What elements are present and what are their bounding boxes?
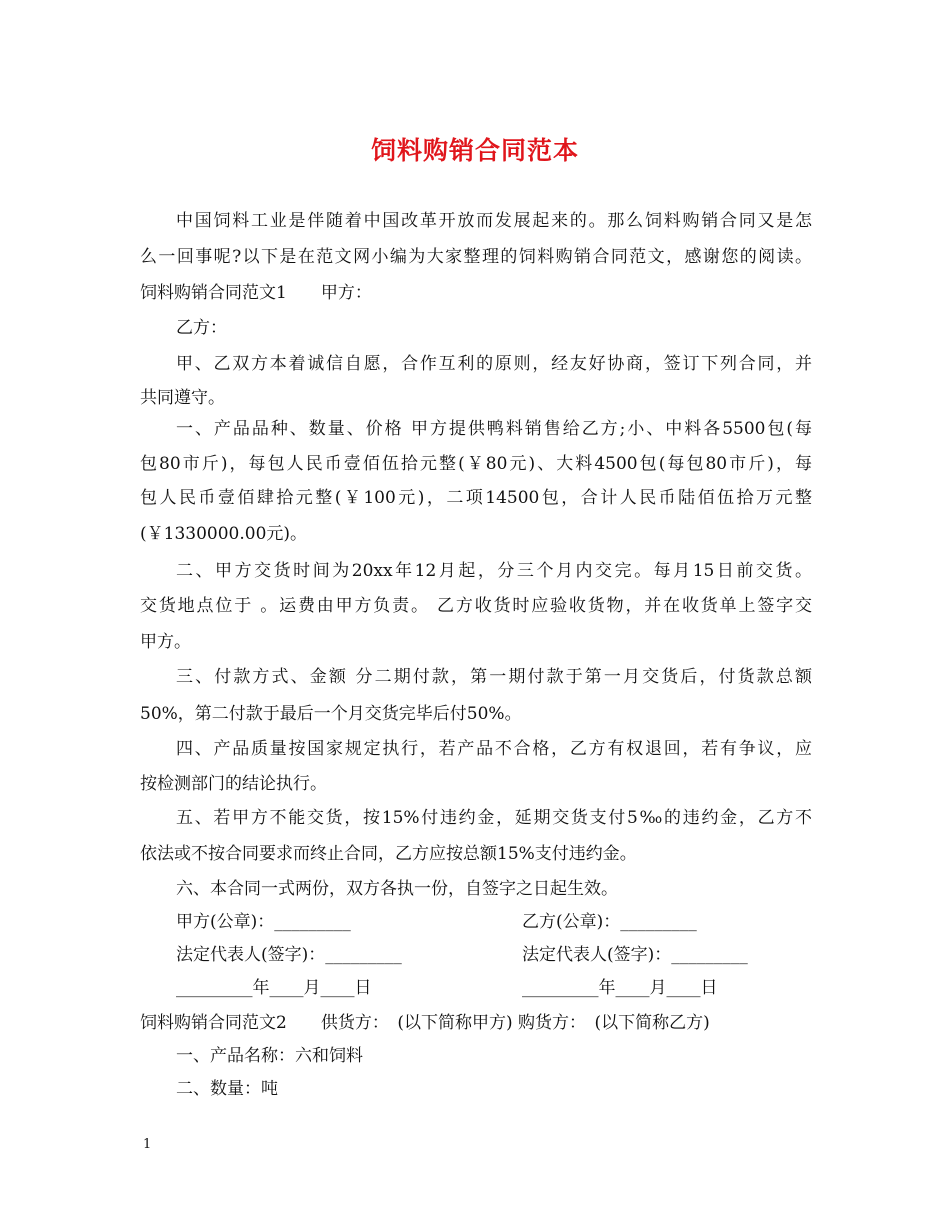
paragraph-line: 二、甲方交货时间为20xx年12月起，分三个月内交完。每月15日前交货。 bbox=[176, 561, 812, 581]
paragraph-line: (￥1330000.00元)。 bbox=[140, 524, 308, 544]
paragraph-line: 包80市斤)，每包人民币壹佰伍拾元整(￥80元)、大料4500包(每包80市斤)，每 bbox=[140, 454, 812, 474]
section-heading-line: 饲料购销合同范文2 供货方： (以下简称甲方) 购货方： (以下简称乙方) bbox=[140, 1013, 710, 1033]
paragraph-line: 按检测部门的结论执行。 bbox=[140, 774, 327, 794]
party-a-date-field: _________年____月____日 bbox=[176, 978, 372, 998]
paragraph-line: 甲方。 bbox=[140, 632, 191, 652]
paragraph-line: 么一回事呢?以下是在范文网小编为大家整理的饲料购销合同范文，感谢您的阅读。 bbox=[140, 247, 812, 267]
paragraph-line: 共同遵守。 bbox=[140, 388, 225, 408]
party-a-representative-field: 法定代表人(签字)：_________ bbox=[176, 945, 402, 965]
section-heading-line: 饲料购销合同范文1 甲方： bbox=[140, 283, 372, 303]
paragraph-line: 五、若甲方不能交货，按15%付违约金，延期交货支付5‰的违约金，乙方不 bbox=[176, 808, 812, 828]
paragraph-line: 六、本合同一式两份，双方各执一份，自签字之日起生效。 bbox=[176, 879, 618, 899]
paragraph-line: 乙方： bbox=[176, 318, 227, 338]
paragraph-line: 甲、乙双方本着诚信自愿，合作互利的原则，经友好协商，签订下列合同，并 bbox=[176, 354, 812, 374]
paragraph-line: 中国饲料工业是伴随着中国改革开放而发展起来的。那么饲料购销合同又是怎 bbox=[176, 211, 812, 231]
paragraph-line: 一、产品品种、数量、价格 甲方提供鸭料销售给乙方;小、中料各5500包(每 bbox=[176, 419, 812, 439]
paragraph-line: 二、数量：吨 bbox=[176, 1079, 278, 1099]
paragraph-line: 交货地点位于 。运费由甲方负责。 乙方收货时应验收货物，并在收货单上签字交 bbox=[140, 596, 812, 616]
paragraph-line: 三、付款方式、金额 分二期付款，第一期付款于第一月交货后，付货款总额 bbox=[176, 667, 812, 687]
page-number: 1 bbox=[143, 1137, 152, 1152]
party-a-seal-field: 甲方(公章)：_________ bbox=[176, 912, 351, 932]
party-b-seal-field: 乙方(公章)：_________ bbox=[522, 912, 697, 932]
paragraph-line: 包人民币壹佰肆拾元整(￥100元)，二项14500包，合计人民币陆佰伍拾万元整 bbox=[140, 488, 812, 508]
party-b-representative-field: 法定代表人(签字)：_________ bbox=[522, 945, 748, 965]
paragraph-line: 依法或不按合同要求而终止合同，乙方应按总额15%支付违约金。 bbox=[140, 844, 637, 864]
paragraph-line: 一、产品名称：六和饲料 bbox=[176, 1046, 363, 1066]
document-title: 饲料购销合同范本 bbox=[370, 136, 579, 165]
paragraph-line: 50%，第二付款于最后一个月交货完毕后付50%。 bbox=[140, 704, 522, 724]
paragraph-line: 四、产品质量按国家规定执行，若产品不合格，乙方有权退回，若有争议，应 bbox=[176, 739, 812, 759]
party-b-date-field: _________年____月____日 bbox=[522, 978, 718, 998]
